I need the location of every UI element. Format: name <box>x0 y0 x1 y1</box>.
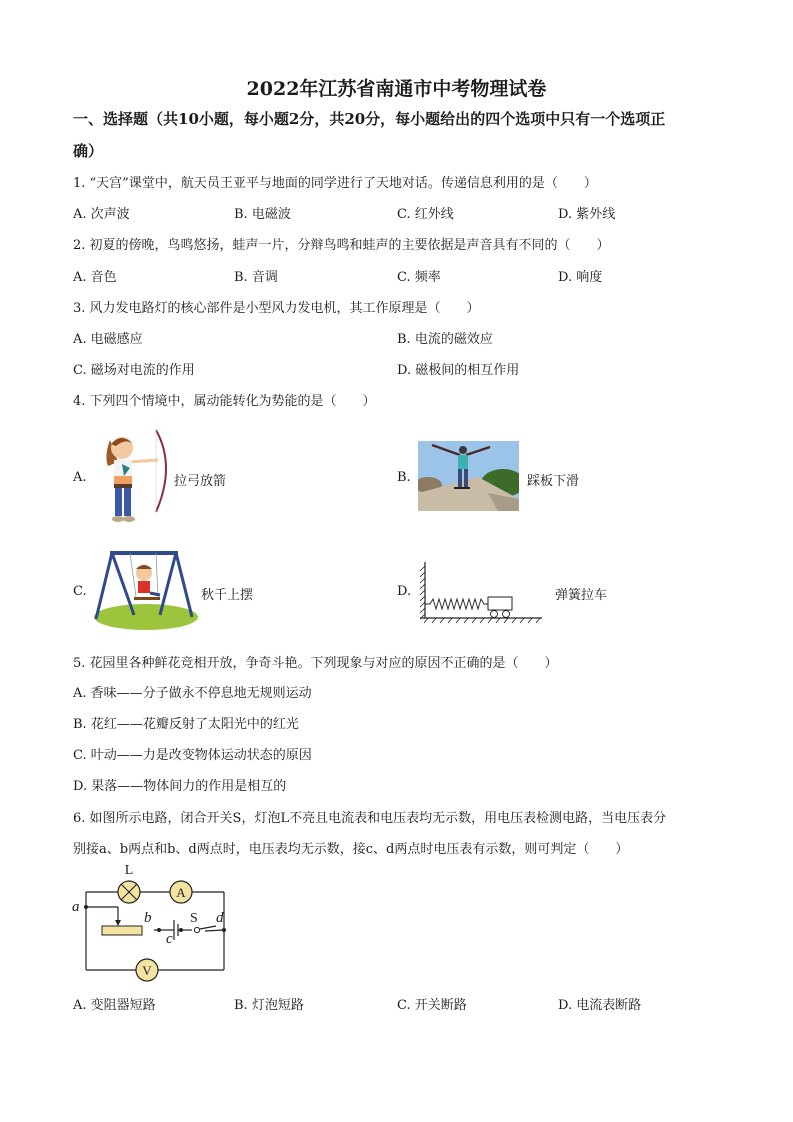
q3-option-d: D. 磁极间的相互作用 <box>397 363 520 378</box>
q4-option-a-letter: A. <box>73 470 87 485</box>
q5-option-c: C. 叶动——力是改变物体运动状态的原因 <box>73 748 312 763</box>
svg-text:S: S <box>190 911 198 926</box>
q1-option-b: B. 电磁波 <box>234 207 291 222</box>
q1-option-a: A. 次声波 <box>73 207 130 222</box>
q6-option-a: A. 变阻器短路 <box>73 998 156 1013</box>
q5-option-b: B. 花红——花瓣反射了太阳光中的红光 <box>73 717 299 732</box>
q6-option-b: B. 灯泡短路 <box>234 998 304 1013</box>
spring-cart-diagram <box>418 560 546 624</box>
q4-option-d-letter: D. <box>397 584 412 599</box>
question-5-stem: 5. 花园里各种鲜花竞相开放，争奇斗艳。下列现象与对应的原因不正确的是（ ） <box>73 656 558 671</box>
q1-option-c: C. 红外线 <box>397 207 454 222</box>
q4-option-c-caption: 秋千上摆 <box>201 588 254 603</box>
q1-option-d: D. 紫外线 <box>558 207 616 222</box>
q5-option-d: D. 果落——物体间力的作用是相互的 <box>73 779 287 794</box>
rheostat-slider-arrow <box>115 920 121 926</box>
section-heading-line2: 确） <box>73 142 104 160</box>
circuit-diagram <box>66 860 236 982</box>
q5-option-a: A. 香味——分子做永不停息地无规则运动 <box>73 686 312 701</box>
q2-option-c: C. 频率 <box>397 270 441 285</box>
q4-option-a-caption: 拉弓放箭 <box>174 474 227 489</box>
page-title: 2022年江苏省南通市中考物理试卷 <box>246 78 547 100</box>
q4-option-d-caption: 弹簧拉车 <box>555 588 608 603</box>
svg-text:A: A <box>176 885 186 900</box>
q2-option-b: B. 音调 <box>234 270 278 285</box>
q2-option-d: D. 响度 <box>558 270 603 285</box>
girl-archery-illustration <box>96 426 176 526</box>
q3-option-b: B. 电流的磁效应 <box>397 332 493 347</box>
question-2-stem: 2. 初夏的傍晚，鸟鸣悠扬，蛙声一片，分辩鸟鸣和蛙声的主要依据是声音具有不同的（ ） <box>73 238 610 253</box>
q2-option-a: A. 音色 <box>73 270 117 285</box>
svg-text:V: V <box>142 963 152 978</box>
skateboard-photo <box>418 441 519 511</box>
svg-text:c: c <box>166 931 173 947</box>
rheostat <box>102 926 142 935</box>
question-1-stem: 1. “天宫”课堂中，航天员王亚平与地面的同学进行了天地对话。传递信息利用的是（ ） <box>73 176 597 191</box>
question-6-stem-line2: 别接a、b两点和b、d两点时，电压表均无示数，接c、d两点时电压表有示数，则可判定（ ） <box>73 842 629 857</box>
q4-option-c-letter: C. <box>73 584 87 599</box>
q4-option-b-letter: B. <box>397 470 411 485</box>
q6-option-d: D. 电流表断路 <box>558 998 642 1013</box>
q3-option-a: A. 电磁感应 <box>73 332 143 347</box>
svg-text:b: b <box>144 910 152 926</box>
svg-text:L: L <box>124 863 134 878</box>
boy-on-swing-illustration <box>92 547 200 631</box>
svg-text:a: a <box>72 899 80 915</box>
question-4-stem: 4. 下列四个情境中，属动能转化为势能的是（ ） <box>73 394 376 409</box>
q4-option-b-caption: 踩板下滑 <box>527 474 580 489</box>
question-3-stem: 3. 风力发电路灯的核心部件是小型风力发电机，其工作原理是（ ） <box>73 301 480 316</box>
q3-option-c: C. 磁场对电流的作用 <box>73 363 195 378</box>
section-heading-line1: 一、选择题（共10小题，每小题2分，共20分，每小题给出的四个选项中只有一个选项正 <box>73 110 666 128</box>
svg-text:d: d <box>216 910 224 926</box>
question-6-stem-line1: 6. 如图所示电路，闭合开关S，灯泡L不亮且电流表和电压表均无示数，用电压表检测电路，当电压表分 <box>73 811 667 826</box>
q6-option-c: C. 开关断路 <box>397 998 467 1013</box>
